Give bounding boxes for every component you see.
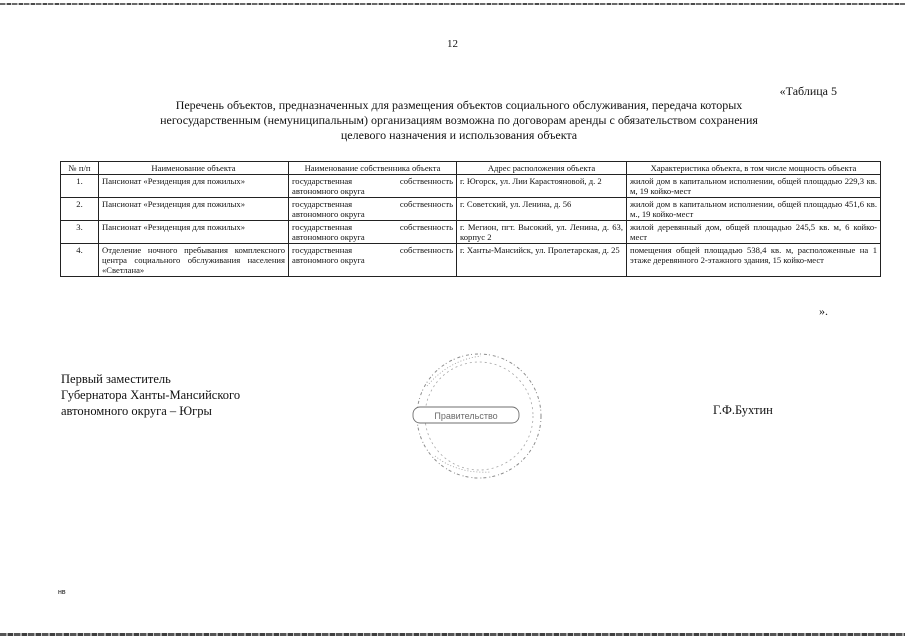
table-row [61, 198, 881, 221]
scan-edge-bottom [0, 633, 905, 636]
page-number: 12 [447, 38, 458, 50]
cell-address: г. Югорск, ул. Лии Карастояновой, д. 2 [457, 175, 627, 198]
header-number: № п/п [61, 162, 99, 175]
title-line: негосударственным (немуниципальным) организациям возможна по договорам аренды с обязательством сохранения [160, 113, 758, 127]
header-object-name: Наименование объекта [99, 162, 289, 175]
header-owner: Наименование собственника объекта [289, 162, 457, 175]
cell-address: г. Советский, ул. Ленина, д. 56 [457, 198, 627, 221]
cell-owner: государственная собственность автономного округа [289, 221, 457, 244]
signer-line: Губернатора Ханты-Мансийского [61, 388, 241, 402]
scan-edge-top [0, 3, 905, 5]
title-line: Перечень объектов, предназначенных для размещения объектов социального обслуживания, передача которых [175, 98, 743, 112]
objects-table [60, 161, 881, 277]
signer-line: автономного округа – Югры [61, 404, 212, 418]
cell-characteristics: помещения общей площадью 538,4 кв. м, расположенные на 1 этаже деревянного 2-этажного здания, 15 койко-мест [627, 244, 881, 277]
table-row [61, 244, 881, 277]
cell-characteristics: жилой деревянный дом, общей площадью 245,5 кв. м, 6 койко-мест [627, 221, 881, 244]
cell-number: 4. [61, 244, 99, 277]
cell-object-name: Пансионат «Резиденция для пожилых» [99, 175, 289, 198]
header-address: Адрес расположения объекта [457, 162, 627, 175]
cell-owner: государственная собственность автономного округа [289, 244, 457, 277]
footer-mark: нв [58, 589, 66, 596]
table-row [61, 221, 881, 244]
table-label: «Таблица 5 [779, 84, 837, 98]
cell-number: 2. [61, 198, 99, 221]
cell-address: г. Ханты-Мансийск, ул. Пролетарская, д. 25 [457, 244, 627, 277]
document-title [100, 98, 818, 143]
table-row [61, 175, 881, 198]
title-line: целевого назначения и использования объекта [340, 128, 578, 142]
stamp-text: Правительство [434, 411, 498, 421]
table-header-row [61, 162, 881, 175]
cell-number: 1. [61, 175, 99, 198]
signer-name: Г.Ф.Бухтин [713, 403, 773, 417]
cell-object-name: Отделение ночного пребывания комплексного центра социального обслуживания населения «Светлана» [99, 244, 289, 277]
closing-quote: ». [819, 304, 828, 318]
cell-owner: государственная собственность автономного округа [289, 198, 457, 221]
cell-characteristics: жилой дом в капитальном исполнении, общей площадью 229,3 кв. м, 19 койко-мест [627, 175, 881, 198]
header-characteristics: Характеристика объекта, в том числе мощность объекта [627, 162, 881, 175]
cell-owner: государственная собственность автономного округа [289, 175, 457, 198]
cell-characteristics: жилой дом в капитальном исполнении, общей площадью 451,6 кв. м., 19 койко-мест [627, 198, 881, 221]
cell-object-name: Пансионат «Резиденция для пожилых» [99, 221, 289, 244]
official-seal-stamp [409, 346, 549, 486]
signer-line: Первый заместитель [61, 372, 171, 386]
cell-address: г. Мегион, пгт. Высокий, ул. Ленина, д. 63, корпус 2 [457, 221, 627, 244]
cell-number: 3. [61, 221, 99, 244]
signer-title [61, 371, 240, 419]
cell-object-name: Пансионат «Резиденция для пожилых» [99, 198, 289, 221]
